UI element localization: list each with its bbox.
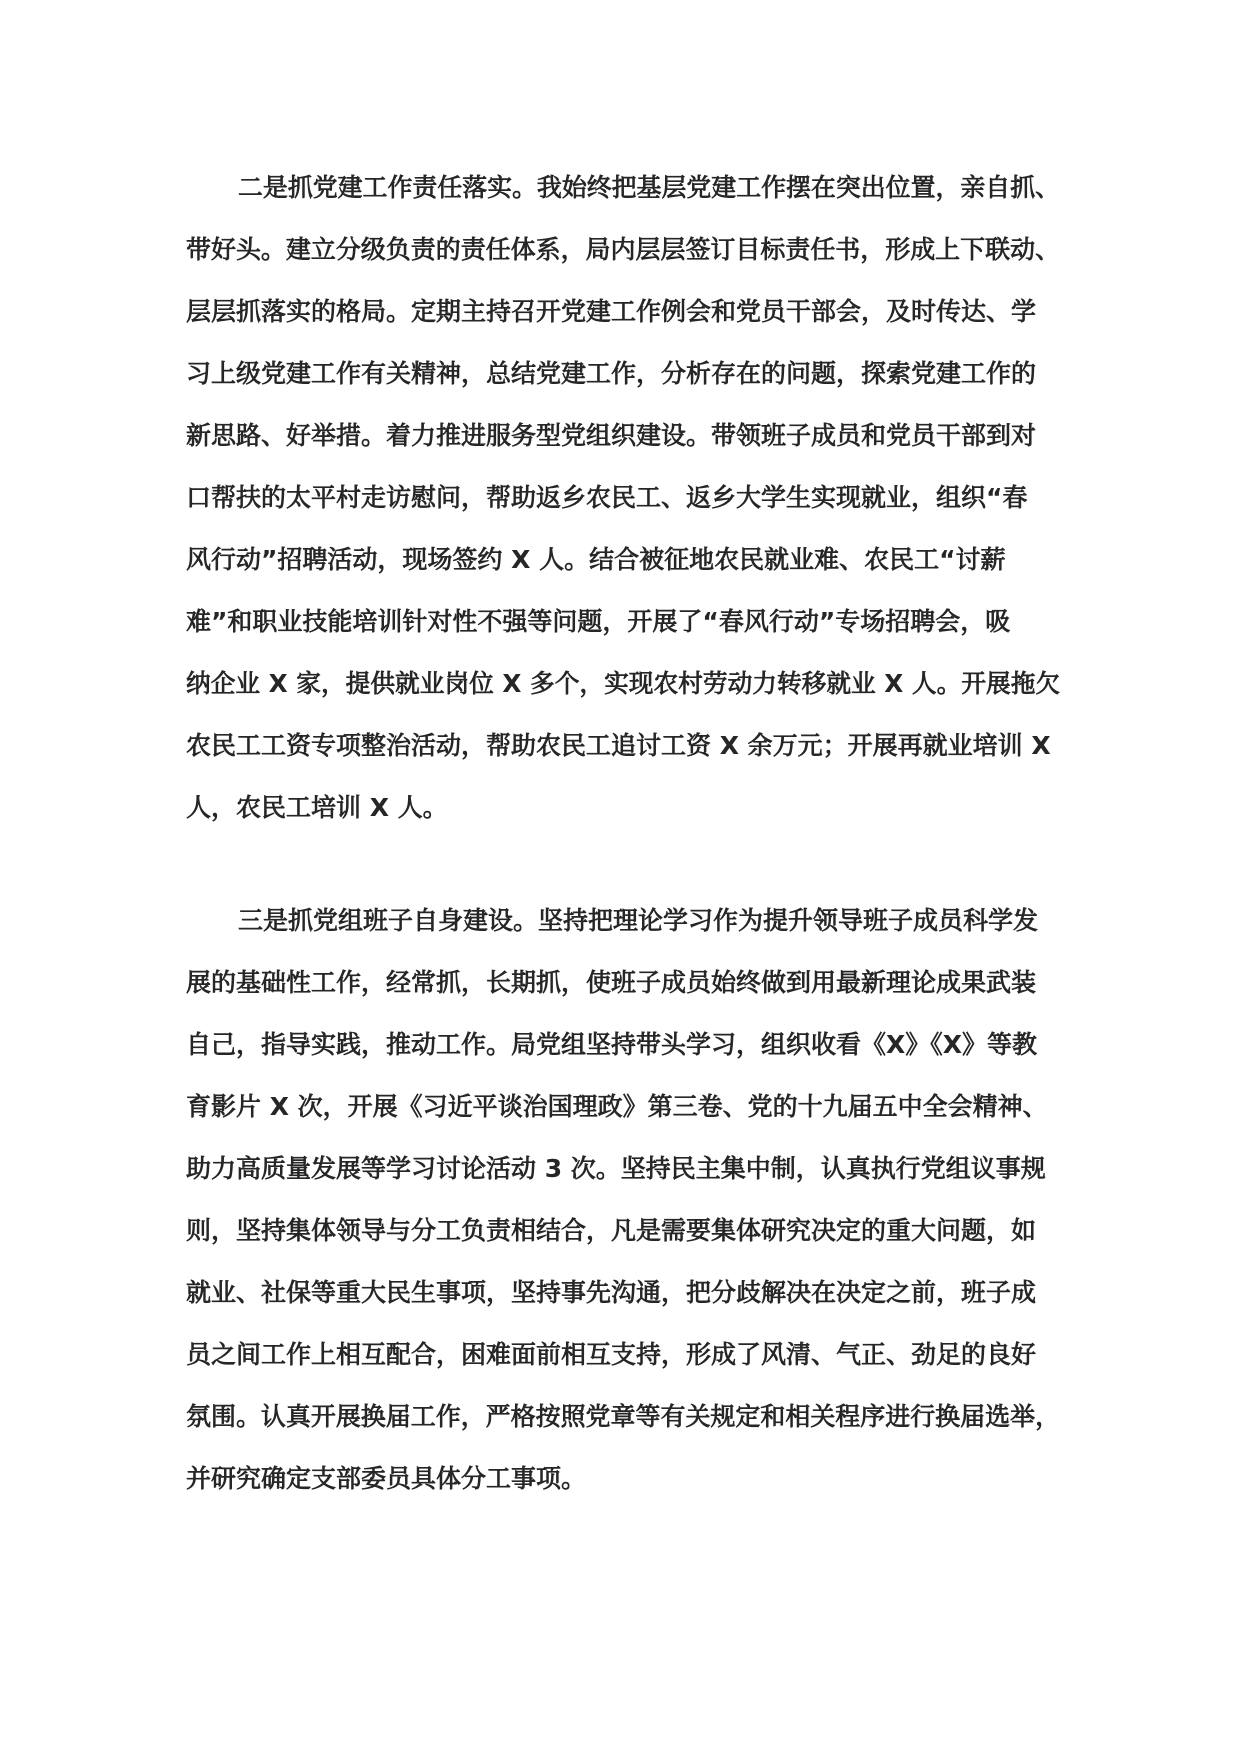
text-line: 助力高质量发展等学习讨论活动 3 次。坚持民主集中制，认真执行党组议事规 — [186, 1154, 1046, 1183]
text-line: 人，农民工培训 X 人。 — [186, 793, 448, 822]
text-line: 自己，指导实践，推动工作。局党组坚持带头学习，组织收看《X》《X》等教 — [186, 1030, 1038, 1059]
text-line: 展的基础性工作，经常抓，长期抓，使班子成员始终做到用最新理论成果武装 — [186, 968, 1037, 997]
text-line: 农民工工资专项整治活动，帮助农民工追讨工资 X 余万元；开展再就业培训 X — [186, 731, 1051, 760]
text-line: 员之间工作上相互配合，困难面前相互支持，形成了风清、气正、劲足的良好 — [186, 1340, 1037, 1369]
text-line: 氛围。认真开展换届工作，严格按照党章等有关规定和相关程序进行换届选举， — [186, 1402, 1061, 1431]
text-line: 新思路、好举措。着力推进服务型党组织建设。带领班子成员和党员干部到对 — [186, 421, 1037, 450]
text-line: 育影片 X 次，开展《习近平谈治国理政》第三卷、党的十九届五中全会精神、 — [186, 1092, 1048, 1121]
text-line: 则，坚持集体领导与分工负责相结合，凡是需要集体研究决定的重大问题，如 — [186, 1216, 1037, 1245]
text-line: 口帮扶的太平村走访慰问，帮助返乡农民工、返乡大学生实现就业，组织“春 — [186, 483, 1028, 512]
text-line: 风行动”招聘活动，现场签约 X 人。结合被征地农民就业难、农民工“讨薪 — [186, 545, 1006, 574]
text-line: 二是抓党建工作责任落实。我始终把基层党建工作摆在突出位置，亲自抓、 — [238, 173, 1061, 202]
text-line: 纳企业 X 家，提供就业岗位 X 多个，实现农村劳动力转移就业 X 人。开展拖欠 — [186, 669, 1061, 698]
text-line: 就业、社保等重大民生事项，坚持事先沟通，把分歧解决在决定之前，班子成 — [186, 1278, 1037, 1307]
text-line: 习上级党建工作有关精神，总结党建工作，分析存在的问题，探索党建工作的 — [186, 359, 1037, 388]
text-line: 带好头。建立分级负责的责任体系，局内层层签订目标责任书，形成上下联动、 — [186, 235, 1061, 264]
text-line: 难”和职业技能培训针对性不强等问题，开展了“春风行动”专场招聘会，吸 — [186, 607, 1011, 636]
text-line: 并研究确定支部委员具体分工事项。 — [186, 1464, 587, 1493]
text-line: 层层抓落实的格局。定期主持召开党建工作例会和党员干部会，及时传达、学 — [186, 297, 1037, 326]
text-line: 三是抓党组班子自身建设。坚持把理论学习作为提升领导班子成员科学发 — [238, 906, 1039, 935]
